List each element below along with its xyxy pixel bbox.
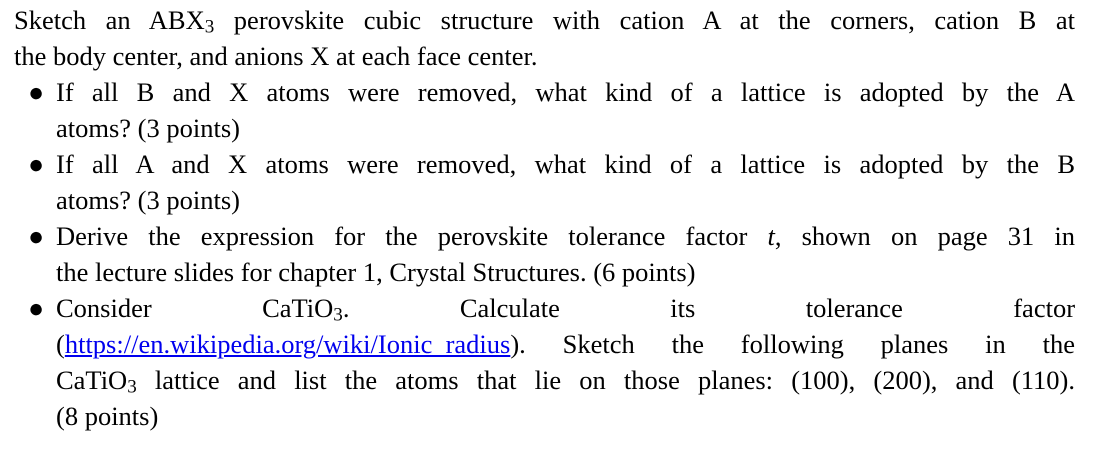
formula-text: CaTiO bbox=[56, 365, 128, 395]
question-item-1 bbox=[14, 74, 1075, 146]
question-3-line-1 bbox=[56, 218, 1075, 254]
subscript: 3 bbox=[204, 16, 215, 38]
formula-text: CaTiO bbox=[262, 293, 334, 323]
question-4-line-1 bbox=[56, 290, 1075, 326]
word: factor bbox=[1013, 293, 1076, 323]
word: its bbox=[670, 293, 696, 323]
intro-paragraph bbox=[14, 2, 1075, 74]
question-text: ( bbox=[56, 329, 65, 359]
question-item-2 bbox=[14, 146, 1075, 218]
formula-text: . bbox=[342, 293, 350, 323]
intro-line-1 bbox=[14, 2, 1075, 38]
intro-text: Sketch an ABX bbox=[14, 5, 205, 35]
intro-line-2: the body center, and anions X at each face center. bbox=[14, 41, 538, 71]
bullet-icon: ● bbox=[28, 293, 45, 323]
word: tolerance bbox=[805, 293, 903, 323]
bullet-icon: ● bbox=[28, 149, 45, 179]
variable-t: t bbox=[767, 221, 775, 251]
question-text: Derive the expression for the perovskite tolerance factor bbox=[56, 221, 768, 251]
subscript: 3 bbox=[127, 376, 137, 398]
question-2-line-2: atoms? (3 points) bbox=[56, 185, 240, 215]
question-text: lattice and list the atoms that lie on those planes: (100), (200), and (110). bbox=[136, 365, 1075, 395]
question-list bbox=[14, 74, 1075, 434]
question-4-line-2 bbox=[56, 326, 1075, 362]
word: Consider bbox=[56, 293, 152, 323]
formula-catio3 bbox=[262, 293, 350, 326]
question-item-4 bbox=[14, 290, 1075, 434]
subscript: 3 bbox=[333, 304, 343, 326]
question-4-line-3 bbox=[56, 362, 1075, 398]
question-item-3 bbox=[14, 218, 1075, 290]
question-text: , shown on page 31 in bbox=[774, 221, 1075, 251]
ionic-radius-link[interactable]: https://en.wikipedia.org/wiki/Ionic_radius bbox=[64, 329, 511, 359]
question-2-line-1: If all A and X atoms were removed, what kind of a lattice is adopted by the B bbox=[56, 149, 1075, 179]
bullet-icon: ● bbox=[28, 77, 45, 107]
question-1-line-2: atoms? (3 points) bbox=[56, 113, 240, 143]
question-text: ). Sketch the following planes in the bbox=[510, 329, 1075, 359]
word: Calculate bbox=[459, 293, 560, 323]
question-3-line-2: the lecture slides for chapter 1, Crystal Structures. (6 points) bbox=[56, 257, 696, 287]
intro-text: perovskite cubic structure with cation A at the corners, cation B at bbox=[214, 5, 1076, 35]
question-4-line-4: (8 points) bbox=[56, 401, 159, 431]
question-1-line-1: If all B and X atoms were removed, what kind of a lattice is adopted by the A bbox=[56, 77, 1075, 107]
bullet-icon: ● bbox=[28, 221, 45, 251]
